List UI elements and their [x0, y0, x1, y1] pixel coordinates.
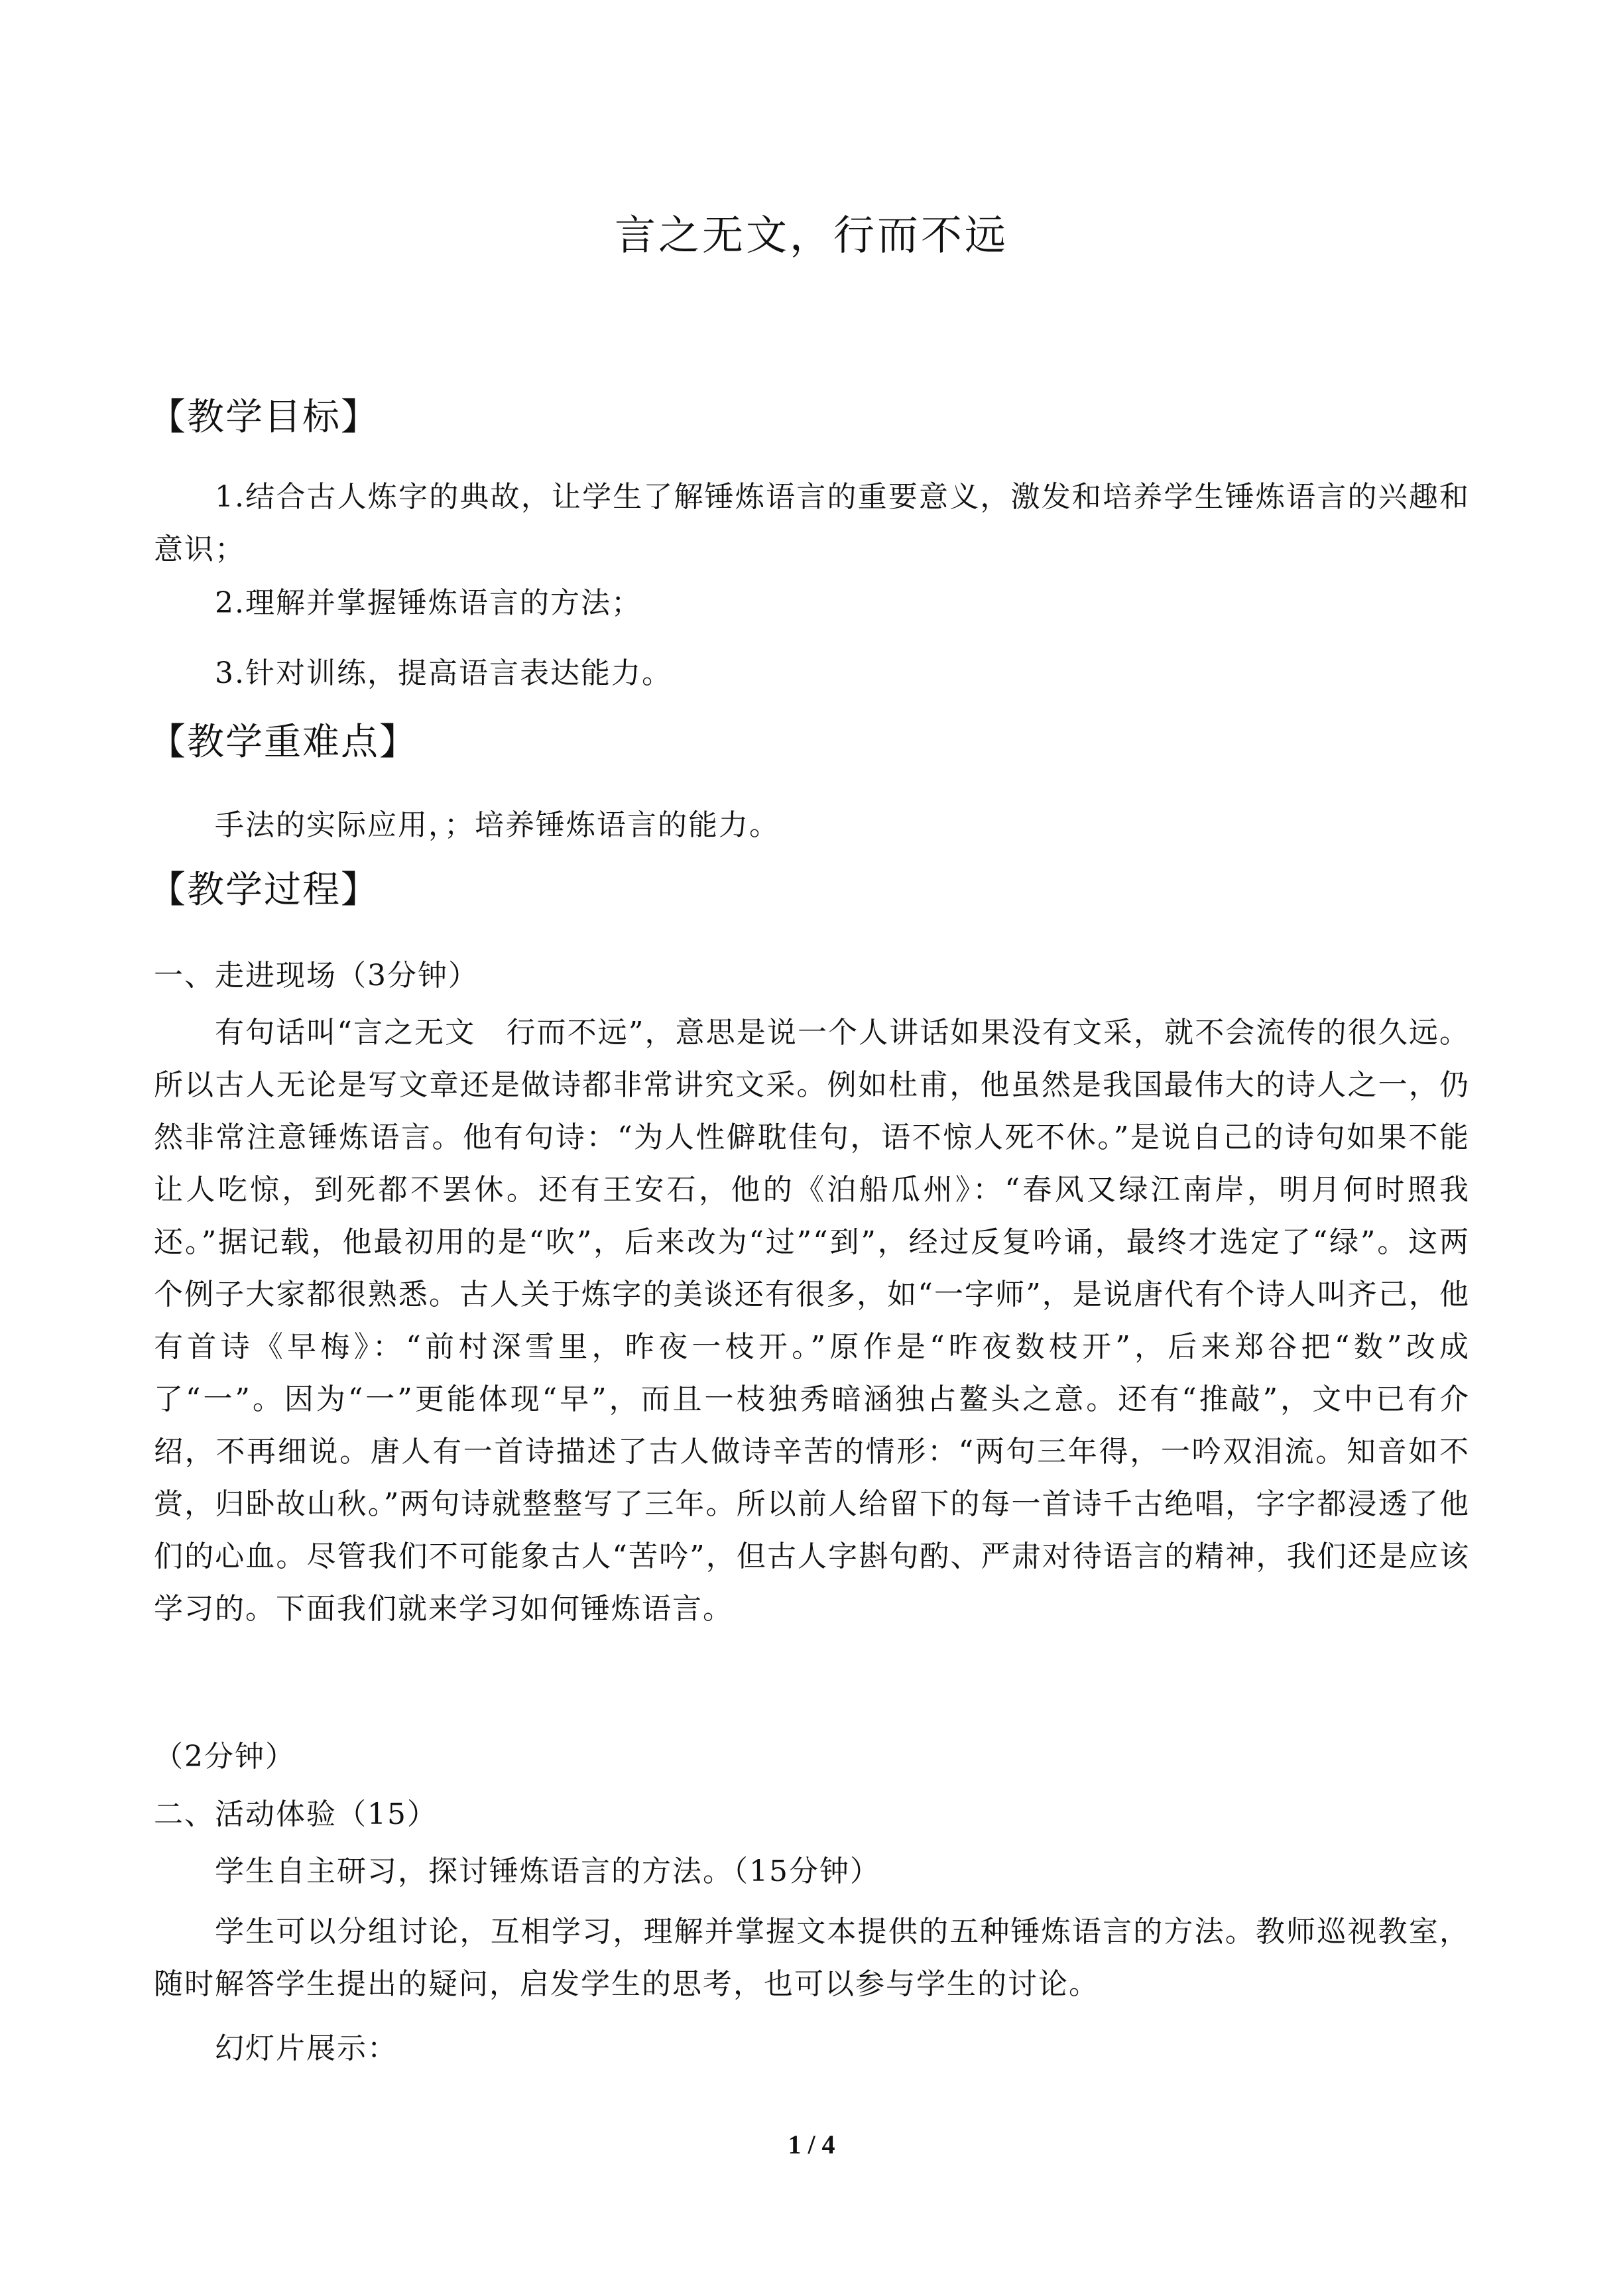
document-title: 言之无文，行而不远 [614, 211, 1008, 259]
part1-heading: 一、走进现场（3分钟） [154, 959, 479, 993]
objectives-heading: 【教学目标】 [149, 396, 379, 439]
process-heading: 【教学过程】 [149, 869, 379, 912]
part1-time-note: （2分钟） [154, 1740, 296, 1774]
part1-text: 有句话叫“言之无文 行而不远”，意思是说一个人讲话如果没有文采，就不会流传的很久远。所以古人无论是写文章还是做诗都非常讲究文采。例如杜甫，他虽然是我国最伟大的诗人之一，仍然非常注意锤炼语言。他有句诗：“为人性僻耽佳句，语不惊人死不休。”是说自己的诗句如果不能让人吃惊，到死都不罢休。还有王安石，他的《泊船瓜州》：“春风又绿江南岸，明月何时照我还。”据记载，他最初用的是“吹”，后来改为“过”“到”，经过反复吟诵，最终才选定了“绿”。这两个例子大家都很熟悉。古人关于炼字的美谈还有很多，如“一字师”，是说唐代有个诗人叫齐己，他有首诗《早梅》：“前村深雪里，昨夜一枝开。”原作是“昨夜数枝开”，后来郑谷把“数”改成了“一”。因为“一”更能体现“早”，而且一枝独秀暗涵独占鳌头之意。还有“推敲”，文中已有介绍，不再细说。唐人有一首诗描述了古人做诗辛苦的情形：“两句三年得，一吟双泪流。知音如不赏，归卧故山秋。”两句诗就整整写了三年。所以前人给留下的每一首诗千古绝唱，字字都浸透了他们的心血。尽管我们不可能象古人“苦吟”，但古人字斟句酌、严肃对待语言的精神，我们还是应该学习的。下面我们就来学习如何锤炼语言。 [154, 1016, 1470, 1626]
part2-heading: 二、活动体验（15） [154, 1797, 438, 1831]
objective-item-1: 1.结合古人炼字的典故，让学生了解锤炼语言的重要意义，激发和培养学生锤炼语言的兴趣和意识； [154, 480, 1470, 566]
key-points-text: 手法的实际应用，；培养锤炼语言的能力。 [215, 808, 780, 842]
key-points-heading: 【教学重难点】 [149, 721, 418, 764]
objective-item-2: 2.理解并掌握锤炼语言的方法； [215, 586, 642, 620]
part2-line3: 幻灯片展示： [215, 2031, 398, 2065]
part2-line1: 学生自主研习，探讨锤炼语言的方法。（15分钟） [215, 1854, 880, 1888]
objective-item-3: 3.针对训练，提高语言表达能力。 [215, 656, 672, 690]
page-number: 1 / 4 [788, 2130, 835, 2159]
part2-line2: 学生可以分组讨论，互相学习，理解并掌握文本提供的五种锤炼语言的方法。教师巡视教室，随时解答学生提出的疑问，启发学生的思考，也可以参与学生的讨论。 [154, 1915, 1470, 2001]
